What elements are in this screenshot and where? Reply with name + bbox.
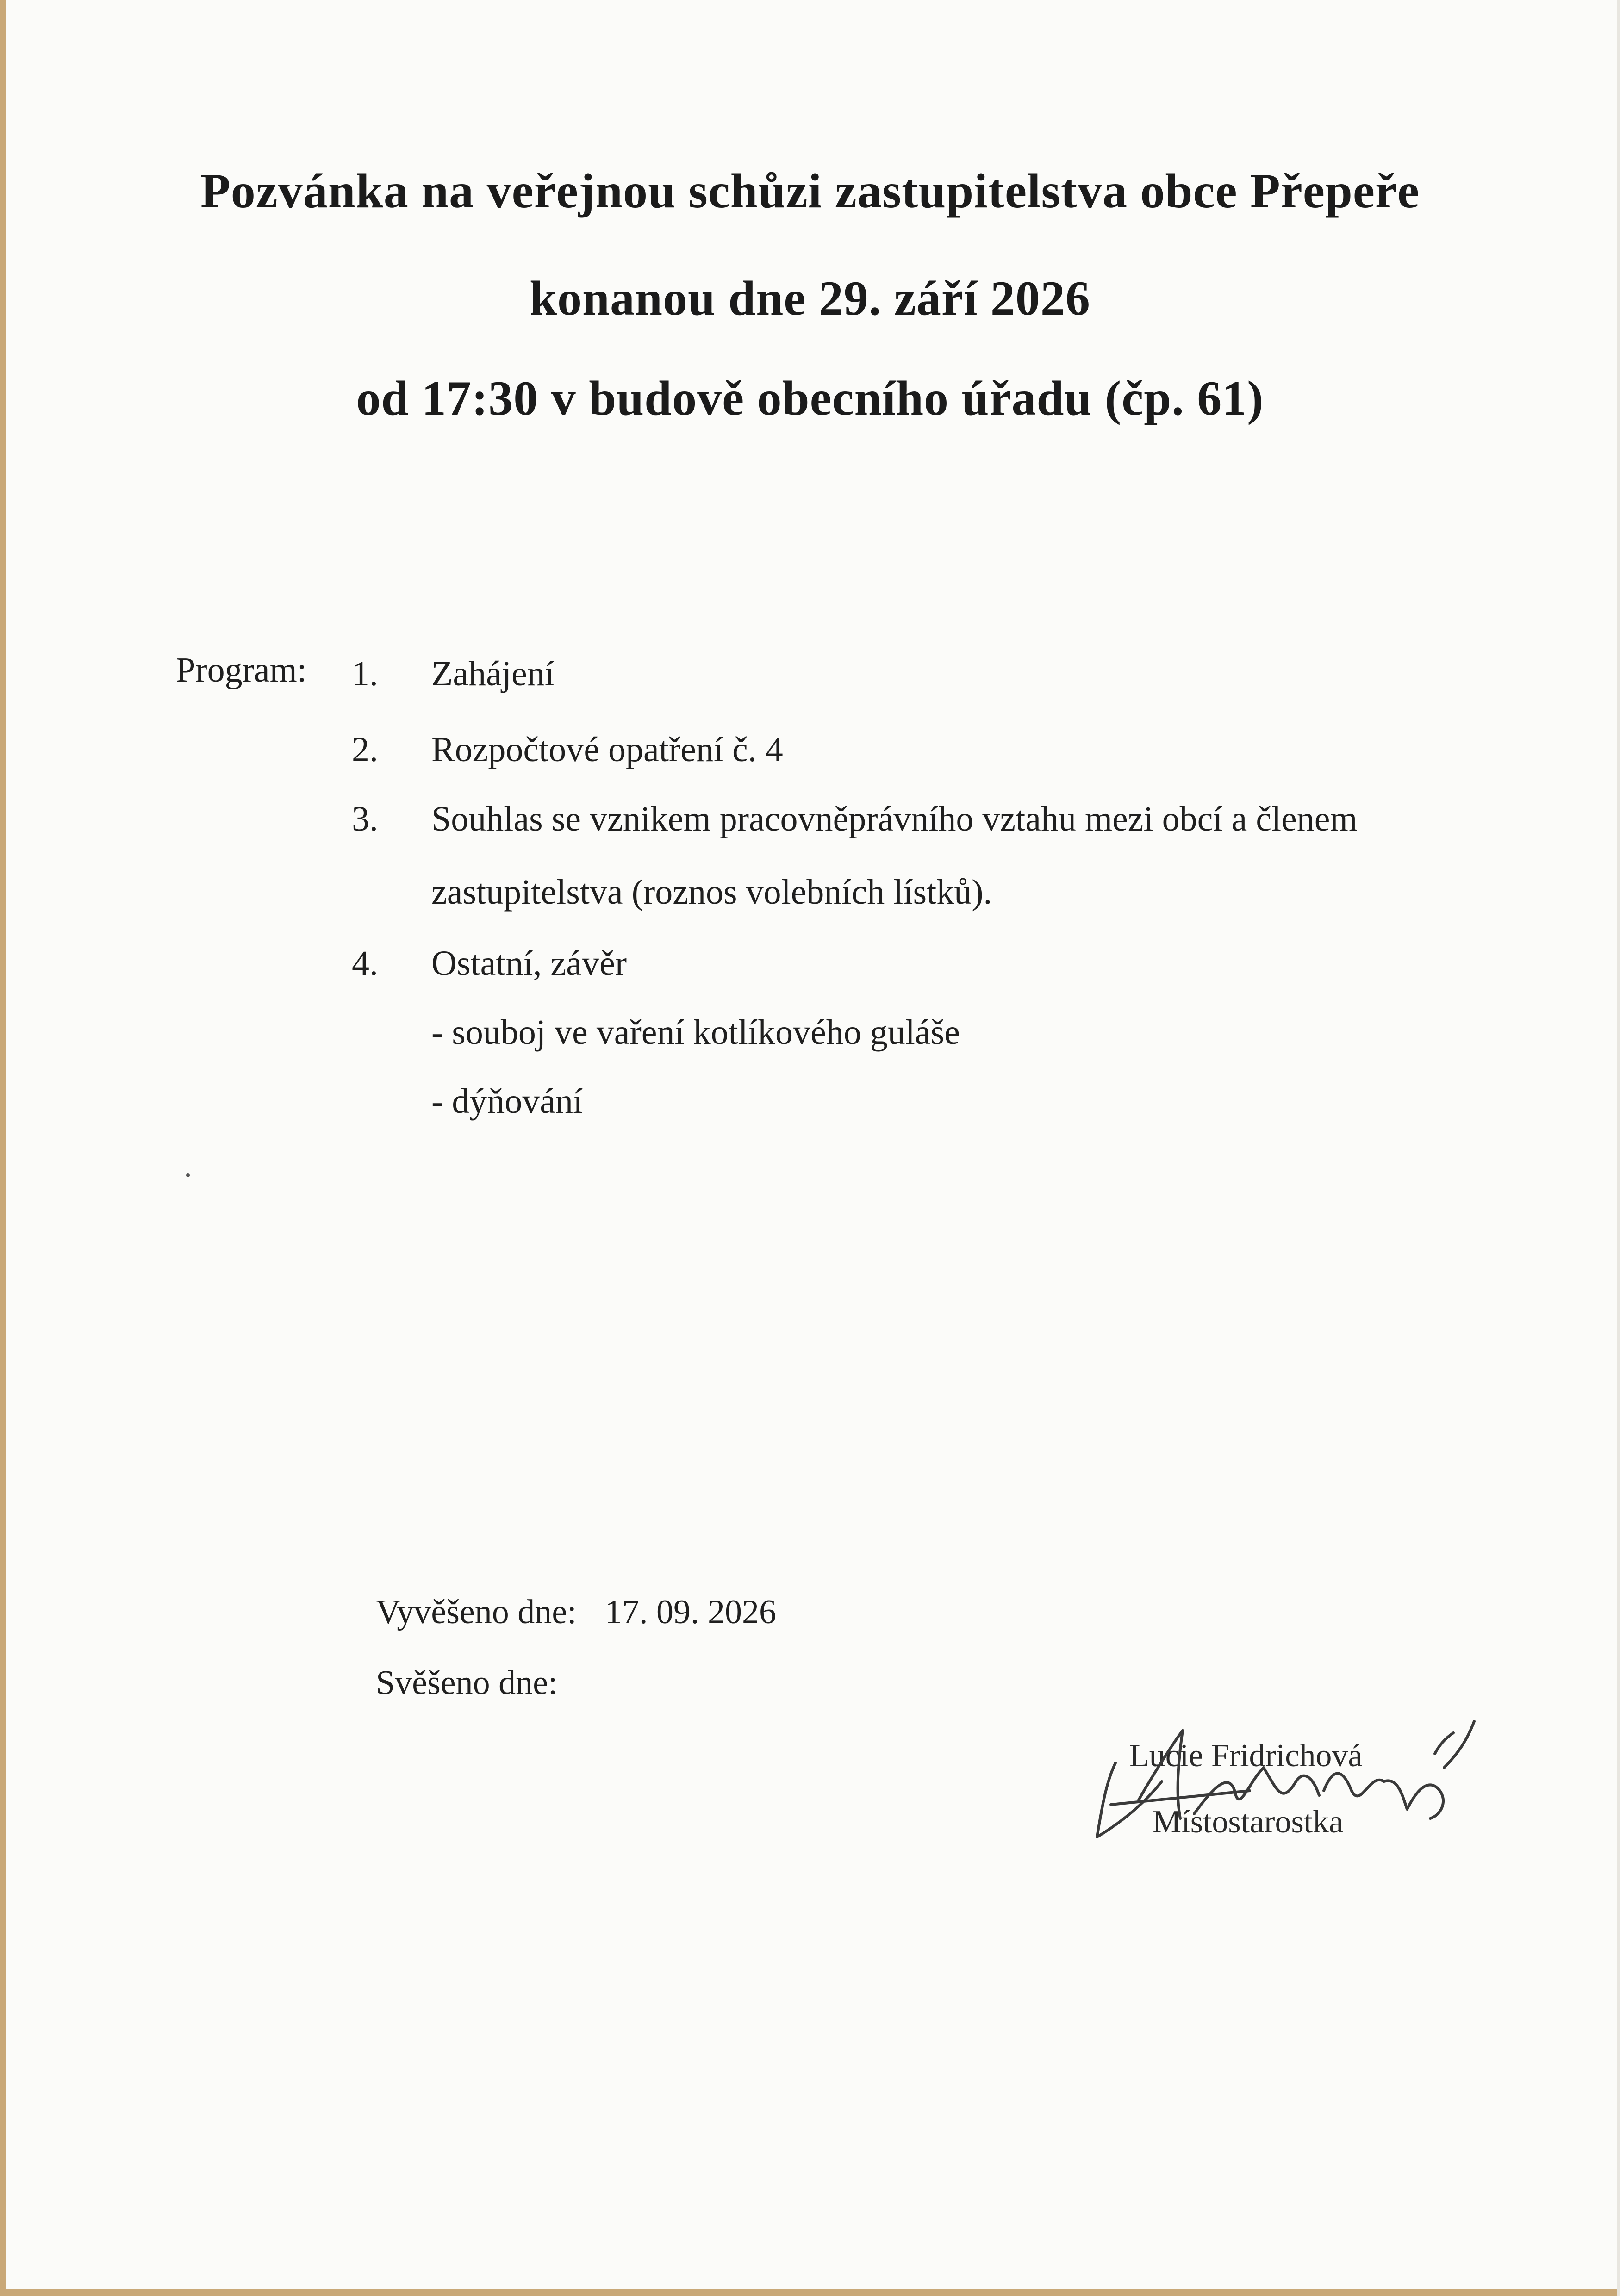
item-number: 4. <box>352 944 378 983</box>
signatory-name: Lucie Fridrichová <box>1129 1738 1363 1774</box>
agenda-item: Ostatní, závěr <box>431 944 627 983</box>
agenda-subitem: - souboj ve vaření kotlíkového guláše <box>431 1013 960 1052</box>
posted-date: 17. 09. 2026 <box>605 1593 776 1631</box>
agenda-subitem: - dýňování <box>431 1082 583 1121</box>
signatory-title: Místostarostka <box>1153 1804 1344 1840</box>
agenda-item-continuation: zastupitelstva (roznos volebních lístků). <box>431 873 992 912</box>
program-label: Program: <box>176 651 307 689</box>
posted-label: Vyvěšeno dne: <box>376 1593 577 1631</box>
posted-line <box>376 1593 776 1632</box>
item-number: 3. <box>352 800 378 838</box>
agenda-item: Zahájení <box>431 654 555 693</box>
title-line-2: konanou dne 29. září 2026 <box>530 271 1090 325</box>
item-number: 1. <box>352 654 378 693</box>
page-edge <box>1617 0 1620 2296</box>
item-number: 2. <box>352 730 378 769</box>
title-line-1: Pozvánka na veřejnou schůzi zastupitelstva obce Přepeře <box>200 164 1420 218</box>
agenda-item: Rozpočtové opatření č. 4 <box>431 730 783 769</box>
stray-mark <box>186 1173 190 1177</box>
title-line-3: od 17:30 v budově obecního úřadu (čp. 61) <box>356 371 1264 425</box>
agenda-item: Souhlas se vznikem pracovněprávního vztahu mezi obcí a členem <box>431 800 1358 838</box>
document-page <box>6 0 1620 2289</box>
handwritten-signature <box>1083 1712 1490 1860</box>
removed-label: Svěšeno dne: <box>376 1664 558 1702</box>
